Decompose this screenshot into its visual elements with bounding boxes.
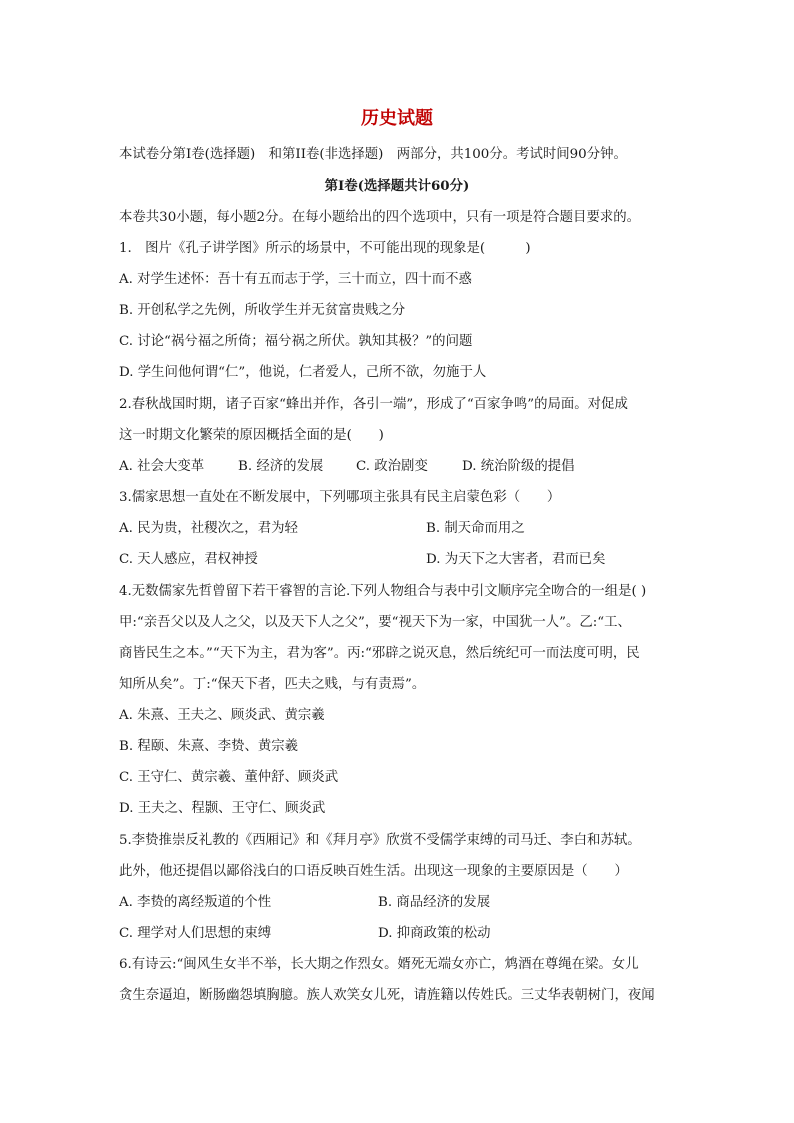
- question-2-stem-line-2: 这一时期文化繁荣的原因概括全面的是( ): [119, 428, 384, 443]
- question-1-option-b: B. 开创私学之先例，所收学生并无贫富贵贱之分: [119, 303, 406, 318]
- question-3-option-d: D. 为天下之大害者，君而已矣: [426, 552, 606, 567]
- question-5-option-b: B. 商品经济的发展: [378, 895, 491, 910]
- question-5-stem-line-2: 此外，他还提倡以鄙俗浅白的口语反映百姓生活。出现这一现象的主要原因是（ ）: [119, 864, 628, 879]
- instructions: 本卷共30小题，每小题2分。在每小题给出的四个选项中，只有一项是符合题目要求的。: [119, 210, 641, 225]
- question-4-stem-line-1: 4.无数儒家先哲曾留下若干睿智的言论.下列人物组合与表中引文顺序完全吻合的一组是( ): [119, 584, 647, 599]
- question-4-stem-line-4: 知所从矣”。丁:“保天下者，匹夫之贱，与有责焉”。: [119, 677, 426, 692]
- question-2-option-c: C. 政治剧变: [356, 459, 428, 474]
- question-2-option-a: A. 社会大变革: [119, 459, 205, 474]
- question-1-stem: 1. 图片《孔子讲学图》所示的场景中，不可能出现的现象是( ): [119, 241, 531, 256]
- question-5-option-c: C. 理学对人们思想的束缚: [119, 926, 272, 941]
- question-4-option-c: C. 王守仁、黄宗羲、董仲舒、顾炎武: [119, 770, 339, 785]
- question-3-option-b: B. 制天命而用之: [426, 521, 525, 536]
- question-1-option-d: D. 学生问他何谓“仁”，他说，仁者爱人，己所不欲，勿施于人: [119, 365, 487, 380]
- section-title: 第Ⅰ卷(选择题共计60分): [324, 178, 470, 194]
- question-6-stem-line-2: 贪生奈逼迫，断肠幽怨填胸臆。族人欢笑女儿死，请旌籍以传姓氏。三丈华表朝树门，夜闻: [119, 988, 655, 1003]
- question-3-option-a: A. 民为贵，社稷次之，君为轻: [119, 521, 298, 536]
- question-4-option-b: B. 程颐、朱熹、李贽、黄宗羲: [119, 739, 299, 754]
- question-4-stem-line-3: 商皆民生之本。”“天下为主，君为客”。丙:“邪辟之说灭息，然后统纪可一而法度可明，民: [119, 646, 640, 661]
- question-5-option-d: D. 抑商政策的松动: [378, 926, 491, 941]
- question-1-option-c: C. 讨论“祸兮福之所倚；福兮祸之所伏。孰知其极？”的问题: [119, 334, 473, 349]
- question-2-stem-line-1: 2.春秋战国时期，诸子百家“蜂出并作，各引一端”，形成了“百家争鸣”的局面。对促成: [119, 397, 628, 412]
- question-4-option-d: D. 王夫之、程颢、王守仁、顾炎武: [119, 801, 326, 816]
- exam-intro: 本试卷分第Ⅰ卷(选择题) 和第II卷(非选择题) 两部分，共100分。考试时间90分钟。: [119, 147, 627, 162]
- question-4-option-a: A. 朱熹、王夫之、顾炎武、黄宗羲: [119, 708, 325, 723]
- question-4-stem-line-2: 甲:“亲吾父以及人之父，以及天下人之父”，要“视天下为一家，中国犹一人”。乙:“工、: [119, 615, 631, 630]
- question-5-option-a: A. 李贽的离经叛道的个性: [119, 895, 272, 910]
- question-3-stem: 3.儒家思想一直处在不断发展中，下列哪项主张具有民主启蒙色彩（ ）: [119, 490, 561, 505]
- question-5-stem-line-1: 5.李贽推崇反礼教的《西厢记》和《拜月亭》欣赏不受儒学束缚的司马迁、李白和苏轼。: [119, 833, 641, 848]
- question-2-option-b: B. 经济的发展: [238, 459, 324, 474]
- question-6-stem-line-1: 6.有诗云:“闽风生女半不举，长大期之作烈女。婿死无端女亦亡，鸩酒在尊绳在梁。女儿: [119, 957, 639, 972]
- question-2-option-d: D. 统治阶级的提倡: [462, 459, 575, 474]
- question-1-option-a: A. 对学生述怀：吾十有五而志于学，三十而立，四十而不惑: [119, 272, 472, 287]
- question-3-option-c: C. 天人感应，君权神授: [119, 552, 258, 567]
- page-title: 历史试题: [361, 108, 433, 129]
